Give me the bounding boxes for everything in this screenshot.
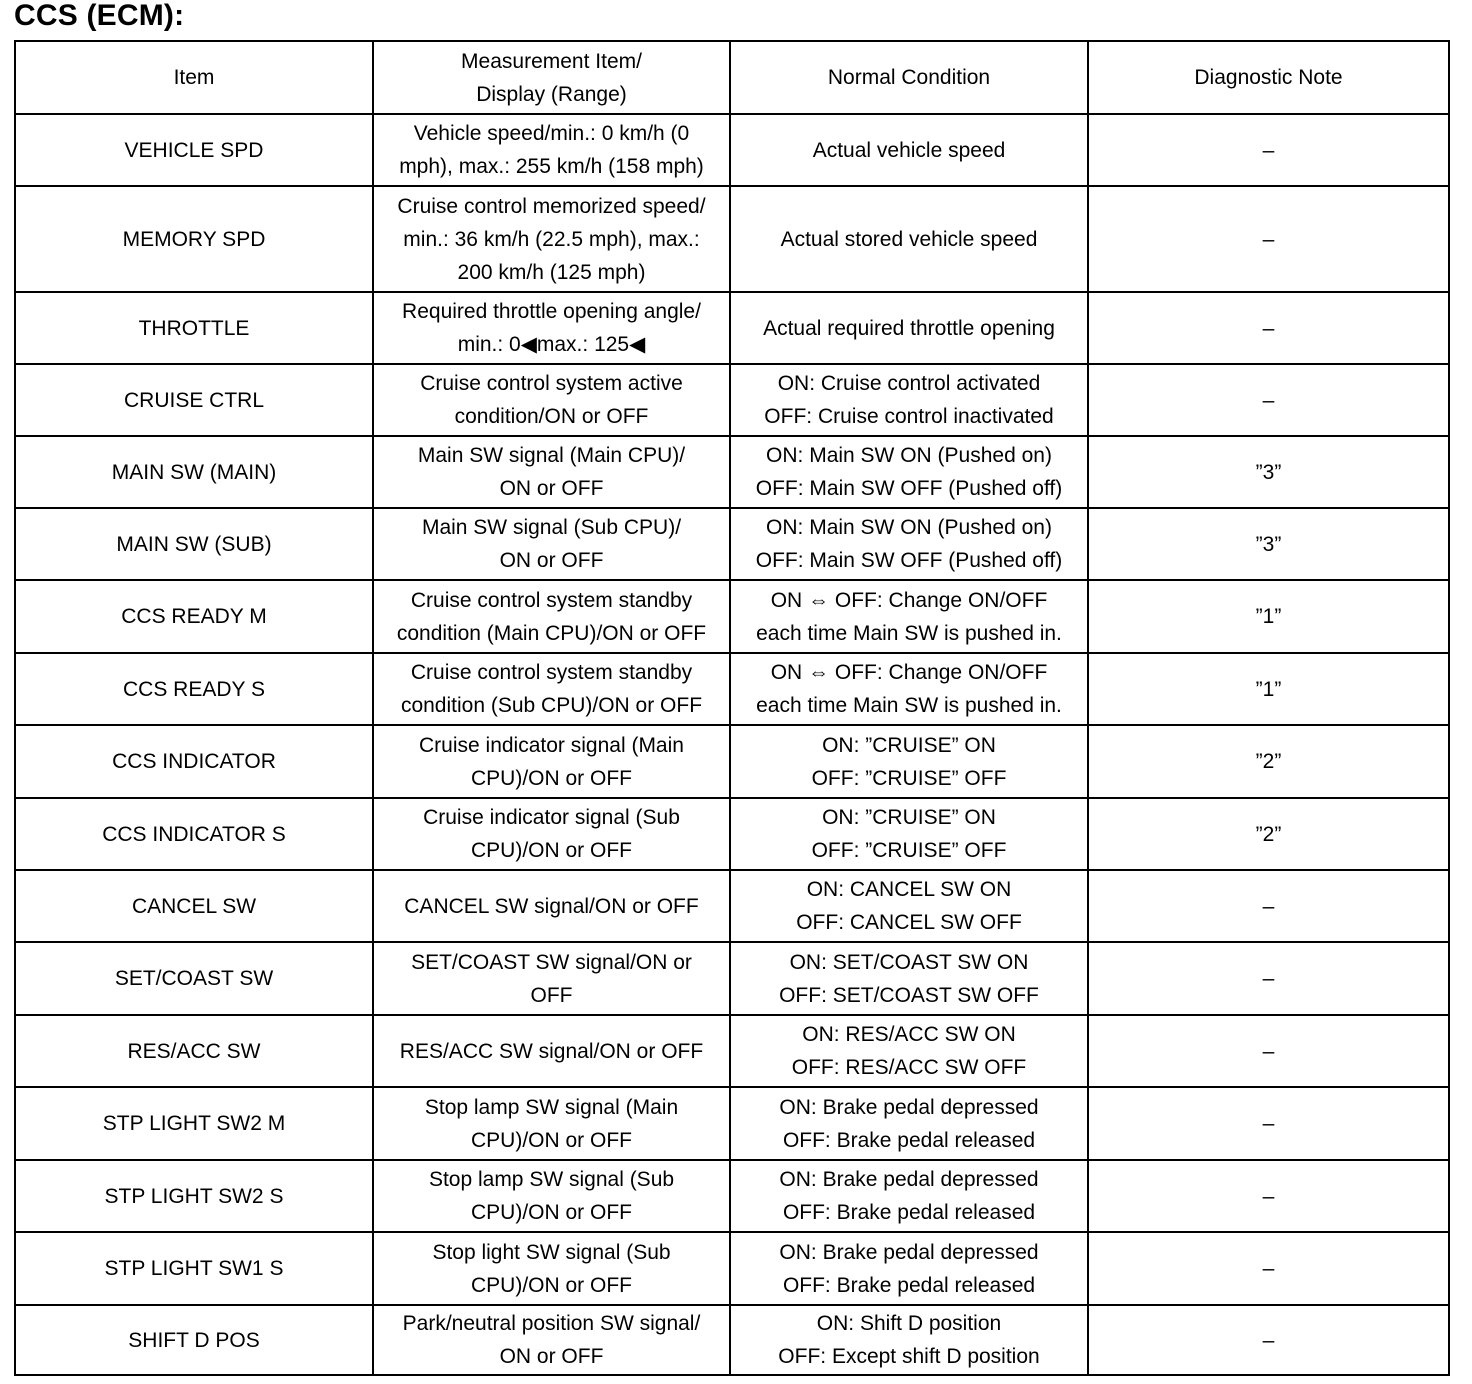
item-cell: STP LIGHT SW1 S (15, 1232, 373, 1305)
normal-condition-cell (730, 653, 1088, 725)
item-cell: MAIN SW (MAIN) (15, 436, 373, 508)
diagnostic-note-cell: ”3” (1088, 436, 1449, 508)
measurement-cell (373, 508, 730, 580)
normal-condition-cell-line: OFF: RES/ACC SW OFF (791, 1056, 1027, 1079)
normal-condition-cell (730, 580, 1088, 653)
measurement-cell (373, 798, 730, 870)
measurement-cell-line: condition (Sub CPU)/ON or OFF (400, 694, 703, 717)
measurement-cell-line: condition/ON or OFF (454, 405, 649, 428)
table-row (15, 942, 1449, 1015)
measurement-cell-line: Cruise control system standby (410, 588, 693, 612)
diagnostic-note-cell: ”1” (1088, 653, 1449, 725)
normal-condition-cell-line: OFF: Cruise control inactivated (764, 405, 1054, 428)
item-cell: SET/COAST SW (15, 942, 373, 1015)
measurement-cell-line: ON or OFF (499, 477, 604, 500)
measurement-cell (373, 1015, 730, 1087)
diagnostic-note-cell: ”2” (1088, 798, 1449, 870)
item-cell: CCS READY S (15, 653, 373, 725)
normal-condition-cell-line: OFF: Main SW OFF (Pushed off) (755, 477, 1063, 500)
normal-condition-cell-line: ON: Main SW ON (Pushed on) (766, 516, 1052, 539)
measurement-cell-line: ON or OFF (499, 549, 604, 572)
diagnostic-note-cell: – (1088, 1305, 1449, 1375)
normal-condition-cell (730, 364, 1088, 436)
normal-condition-cell-line: OFF: Brake pedal released (782, 1128, 1036, 1152)
normal-condition-cell (730, 1232, 1088, 1305)
measurement-cell (373, 1087, 730, 1160)
item-cell: CCS READY M (15, 580, 373, 653)
measurement-cell (373, 114, 730, 186)
header-item: Item (15, 41, 373, 114)
normal-condition-cell (730, 186, 1088, 292)
diagnostic-note-cell: – (1088, 1087, 1449, 1160)
table-row (15, 114, 1449, 186)
normal-condition-cell (730, 114, 1088, 186)
normal-condition-cell-line: ON: Shift D position (816, 1312, 1002, 1335)
measurement-cell-line: OFF (530, 983, 573, 1007)
measurement-cell-line: Cruise indicator signal (Sub (423, 806, 680, 829)
measurement-cell-line: Cruise indicator signal (Main (419, 733, 684, 757)
item-cell: STP LIGHT SW2 M (15, 1087, 373, 1160)
table-row (15, 725, 1449, 798)
normal-condition-cell (730, 508, 1088, 580)
normal-condition-cell-line: Actual stored vehicle speed (780, 227, 1038, 251)
table-row (15, 292, 1449, 364)
measurement-cell-line: mph), max.: 255 km/h (158 mph) (399, 155, 704, 178)
diagnostic-note-cell: ”1” (1088, 580, 1449, 653)
measurement-cell-line: ON or OFF (499, 1345, 604, 1368)
measurement-cell-line: Cruise control system active (420, 372, 683, 395)
normal-condition-cell (730, 870, 1088, 942)
normal-condition-cell (730, 1305, 1088, 1375)
normal-condition-cell (730, 1160, 1088, 1232)
measurement-cell-line: Vehicle speed/min.: 0 km/h (0 (413, 122, 690, 145)
table-row (15, 1015, 1449, 1087)
normal-condition-cell-line: Actual vehicle speed (812, 138, 1006, 162)
table-row (15, 798, 1449, 870)
diagnostic-note-cell: – (1088, 1160, 1449, 1232)
diagnostic-note-cell: ”3” (1088, 508, 1449, 580)
item-cell: CANCEL SW (15, 870, 373, 942)
normal-condition-cell-line: each time Main SW is pushed in. (756, 694, 1062, 717)
normal-condition-cell-line: Actual required throttle opening (763, 316, 1055, 340)
measurement-cell (373, 1232, 730, 1305)
table-row (15, 870, 1449, 942)
normal-condition-cell-line: OFF: Brake pedal released (782, 1201, 1036, 1224)
measurement-cell-line: SET/COAST SW signal/ON or (411, 950, 692, 974)
normal-condition-cell-line: ON: CANCEL SW ON (806, 878, 1012, 901)
measurement-cell-line: Main SW signal (Main CPU)/ (417, 444, 686, 467)
item-cell: CRUISE CTRL (15, 364, 373, 436)
normal-condition-cell-line: ON: Brake pedal depressed (779, 1240, 1039, 1264)
measurement-cell-line: 200 km/h (125 mph) (457, 260, 646, 284)
normal-condition-cell-line: OFF: ”CRUISE” OFF (811, 839, 1007, 862)
table-row (15, 1305, 1449, 1375)
measurement-cell-line: Stop lamp SW signal (Main (424, 1095, 679, 1119)
table-row (15, 436, 1449, 508)
diagnostic-note-cell: – (1088, 114, 1449, 186)
measurement-cell-line: CANCEL SW signal/ON or OFF (404, 894, 699, 918)
normal-condition-cell (730, 1087, 1088, 1160)
diagnostic-note-cell: – (1088, 1232, 1449, 1305)
diagnostic-note-cell: – (1088, 292, 1449, 364)
diagnostic-note-cell: – (1088, 186, 1449, 292)
measurement-cell (373, 292, 730, 364)
table-row (15, 508, 1449, 580)
normal-condition-cell-line: ON: Brake pedal depressed (779, 1168, 1039, 1191)
diagnostic-note-cell: – (1088, 942, 1449, 1015)
normal-condition-cell (730, 1015, 1088, 1087)
measurement-cell-line: CPU)/ON or OFF (471, 1201, 632, 1224)
measurement-cell (373, 653, 730, 725)
ccs-ecm-table (14, 40, 1450, 1376)
item-cell: RES/ACC SW (15, 1015, 373, 1087)
measurement-cell-line: Cruise control system standby (410, 661, 693, 684)
table-row (15, 580, 1449, 653)
normal-condition-cell-line: ON: ”CRUISE” ON (822, 806, 996, 829)
normal-condition-cell-line: OFF: ”CRUISE” OFF (811, 766, 1007, 790)
measurement-cell-line: Required throttle opening angle/ (402, 300, 701, 323)
item-cell: MAIN SW (SUB) (15, 508, 373, 580)
item-cell: MEMORY SPD (15, 186, 373, 292)
normal-condition-cell-line: OFF: Except shift D position (778, 1345, 1040, 1368)
normal-condition-cell-line: OFF: Brake pedal released (782, 1273, 1036, 1297)
normal-condition-cell-line: ON: RES/ACC SW ON (802, 1023, 1016, 1046)
normal-condition-cell-line: OFF: CANCEL SW OFF (796, 911, 1022, 934)
item-cell: SHIFT D POS (15, 1305, 373, 1375)
item-cell: CCS INDICATOR (15, 725, 373, 798)
table-row (15, 186, 1449, 292)
normal-condition-cell-line: each time Main SW is pushed in. (756, 621, 1062, 645)
item-cell: STP LIGHT SW2 S (15, 1160, 373, 1232)
normal-condition-cell (730, 436, 1088, 508)
normal-condition-cell-line: ON: Cruise control activated (777, 372, 1041, 395)
measurement-cell-line: Stop light SW signal (Sub (432, 1240, 671, 1264)
diagnostic-note-cell: – (1088, 364, 1449, 436)
normal-condition-cell-line: ON: ”CRUISE” ON (822, 733, 996, 757)
measurement-cell (373, 1305, 730, 1375)
normal-condition-cell-line: OFF: Main SW OFF (Pushed off) (755, 549, 1063, 572)
header-normal-condition: Normal Condition (730, 41, 1088, 114)
measurement-cell-line: CPU)/ON or OFF (471, 1128, 632, 1152)
normal-condition-cell (730, 292, 1088, 364)
normal-condition-cell (730, 725, 1088, 798)
normal-condition-cell-line: ON: SET/COAST SW ON (789, 950, 1029, 974)
diagnostic-note-cell: – (1088, 1015, 1449, 1087)
measurement-cell-line: condition (Main CPU)/ON or OFF (396, 621, 707, 645)
measurement-cell (373, 186, 730, 292)
measurement-cell (373, 1160, 730, 1232)
measurement-cell-line: CPU)/ON or OFF (471, 766, 632, 790)
table-body (15, 114, 1449, 1375)
header-measurement-line: Display (Range) (476, 82, 627, 106)
header-measurement-line: Measurement Item/ (461, 49, 642, 73)
table-row (15, 1232, 1449, 1305)
measurement-cell (373, 364, 730, 436)
measurement-cell-line: min.: 36 km/h (22.5 mph), max.: (403, 227, 700, 251)
item-cell: THROTTLE (15, 292, 373, 364)
normal-condition-cell-line: ON ⇔ OFF: Change ON/OFF (770, 588, 1048, 612)
table-row (15, 364, 1449, 436)
normal-condition-cell (730, 798, 1088, 870)
measurement-cell (373, 580, 730, 653)
page-title: CCS (ECM): (14, 0, 185, 32)
normal-condition-cell (730, 942, 1088, 1015)
measurement-cell (373, 436, 730, 508)
table-row (15, 653, 1449, 725)
measurement-cell-line: Stop lamp SW signal (Sub (428, 1168, 675, 1191)
table-row (15, 1087, 1449, 1160)
diagnostic-note-cell: – (1088, 870, 1449, 942)
diagnostic-note-cell: ”2” (1088, 725, 1449, 798)
measurement-cell-line: Park/neutral position SW signal/ (402, 1312, 701, 1335)
measurement-cell (373, 725, 730, 798)
measurement-cell-line: RES/ACC SW signal/ON or OFF (399, 1039, 704, 1063)
normal-condition-cell-line: ON: Main SW ON (Pushed on) (766, 444, 1052, 467)
measurement-cell (373, 870, 730, 942)
measurement-cell-line: Cruise control memorized speed/ (397, 194, 706, 218)
header-diagnostic-note: Diagnostic Note (1088, 41, 1449, 114)
item-cell: VEHICLE SPD (15, 114, 373, 186)
measurement-cell-line: min.: 0◀max.: 125◀ (457, 333, 646, 356)
header-measurement (373, 41, 730, 114)
table-header-row (15, 41, 1449, 114)
measurement-cell (373, 942, 730, 1015)
normal-condition-cell-line: ON: Brake pedal depressed (779, 1095, 1039, 1119)
item-cell: CCS INDICATOR S (15, 798, 373, 870)
measurement-cell-line: Main SW signal (Sub CPU)/ (421, 516, 682, 539)
normal-condition-cell-line: ON ⇔ OFF: Change ON/OFF (770, 661, 1048, 684)
measurement-cell-line: CPU)/ON or OFF (471, 1273, 632, 1297)
normal-condition-cell-line: OFF: SET/COAST SW OFF (779, 983, 1039, 1007)
measurement-cell-line: CPU)/ON or OFF (471, 839, 632, 862)
table-row (15, 1160, 1449, 1232)
